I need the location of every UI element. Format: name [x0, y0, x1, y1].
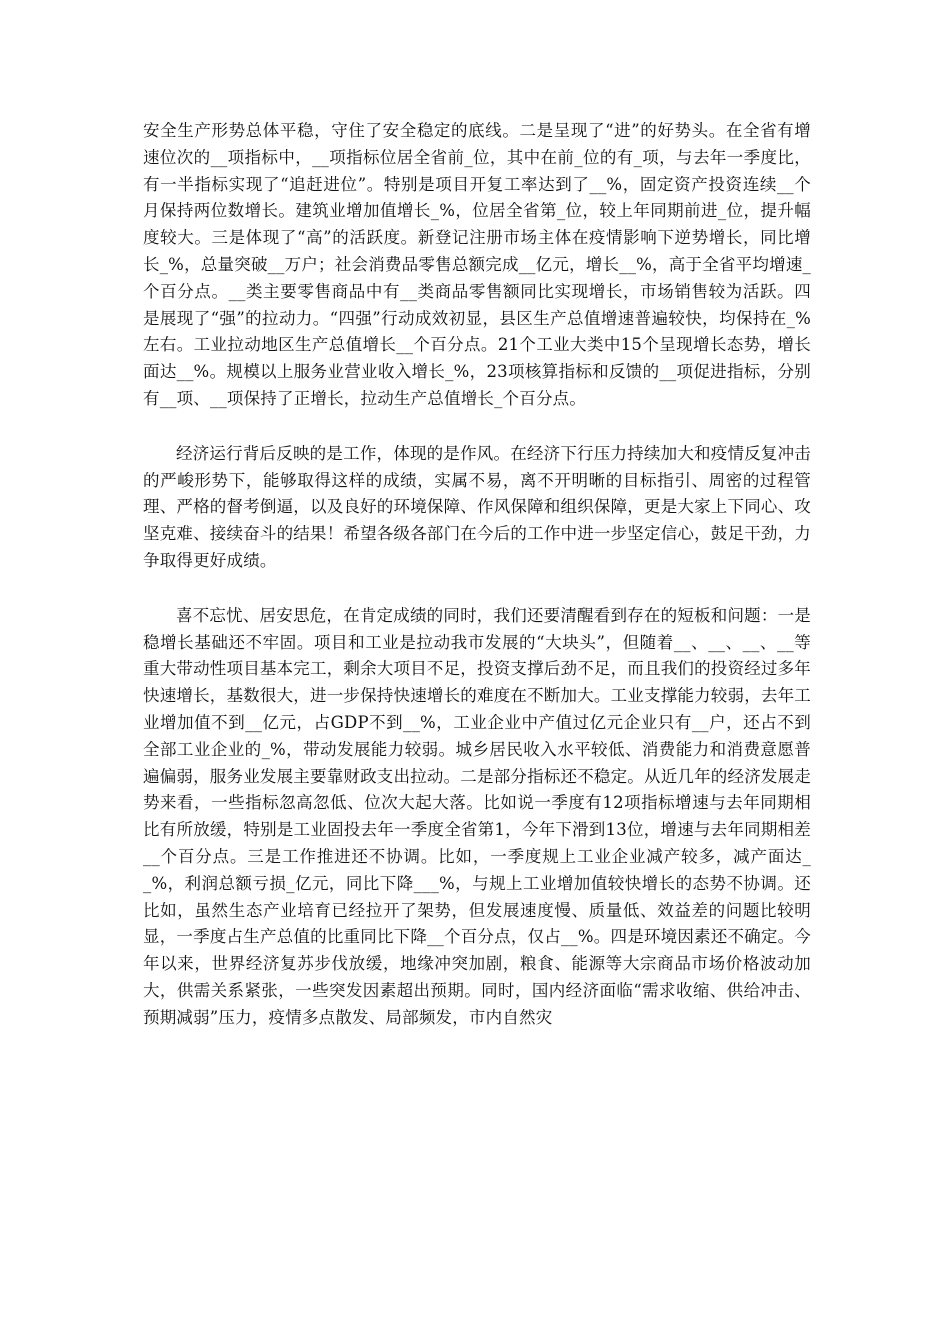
paragraph-3: 喜不忘忧、居安思危，在肯定成绩的同时，我们还要清醒看到存在的短板和问题：一是稳增长基础还不牢固。项目和工业是拉动我市发展的“大块头”，但随着__、__、__、__等重大带动性项目基本完工，剩余大项目不足，投资支撑后劲不足，而且我们的投资经过多年快速增长，基数很大，进一步保持快速增长的难度在不断加大。工业支撑能力较弱，去年工业增加值不到__亿元，占GDP不到__%，工业企业中产值过亿元企业只有__户，还占不到全部工业企业的_%，带动发展能力较弱。城乡居民收入水平较低、消费能力和消费意愿普遍偏弱，服务业发展主要靠财政支出拉动。二是部分指标还不稳定。从近几年的经济发展走势来看，一些指标忽高忽低、位次大起大落。比如说一季度有12项指标增速与去年同期相比有所放缓，特别是工业固投去年一季度全省第1，今年下滑到13位，增速与去年同期相差__个百分点。三是工作推进还不协调。比如，一季度规上工业企业减产较多，减产面达__%，利润总额亏损_亿元，同比下降___%，与规上工业增加值较快增长的态势不协调。还比如，虽然生态产业培育已经拉开了架势，但发展速度慢、质量低、效益差的问题比较明显，一季度占生产总值的比重同比下降__个百分点，仅占__%。四是环境因素还不确定。今年以来，世界经济复苏步伐放缓，地缘冲突加剧，粮食、能源等大宗商品市场价格波动加大，供需关系紧张，一些突发因素超出预期。同时，国内经济面临“需求收缩、供给冲击、预期减弱”压力，疫情多点散发、局部频发，市内自然灾	[143, 605, 811, 1027]
paragraph-2: 经济运行背后反映的是工作，体现的是作风。在经济下行压力持续加大和疫情反复冲击的严峻形势下，能够取得这样的成绩，实属不易，离不开明晰的目标指引、周密的过程管理、严格的督考倒逼，以及良好的环境保障、作风保障和组织保障，更是大家上下同心、攻坚克难、接续奋斗的结果！希望各级各部门在今后的工作中进一步坚定信心，鼓足干劲，力争取得更好成绩。	[143, 443, 811, 570]
document-body	[143, 118, 811, 1032]
paragraph-1: 安全生产形势总体平稳，守住了安全稳定的底线。二是呈现了“进”的好势头。在全省有增速位次的__项指标中，__项指标位居全省前_位，其中在前_位的有_项，与去年一季度比，有一半指标实现了“追赶进位”。特别是项目开复工率达到了__%，固定资产投资连续__个月保持两位数增长。建筑业增加值增长_%，位居全省第_位，较上年同期前进_位，提升幅度较大。三是体现了“高”的活跃度。新登记注册市场主体在疫情影响下逆势增长，同比增长_%，总量突破__万户；社会消费品零售总额完成__亿元，增长__%，高于全省平均增速_个百分点。__类主要零售商品中有__类商品零售额同比实现增长，市场销售较为活跃。四是展现了“强”的拉动力。“四强”行动成效初显，县区生产总值增速普遍较快，均保持在_%左右。工业拉动地区生产总值增长__个百分点。21个工业大类中15个呈现增长态势，增长面达__%。规模以上服务业营业收入增长_%，23项核算指标和反馈的__项促进指标，分别有__项、__项保持了正增长，拉动生产总值增长_个百分点。	[143, 121, 811, 408]
